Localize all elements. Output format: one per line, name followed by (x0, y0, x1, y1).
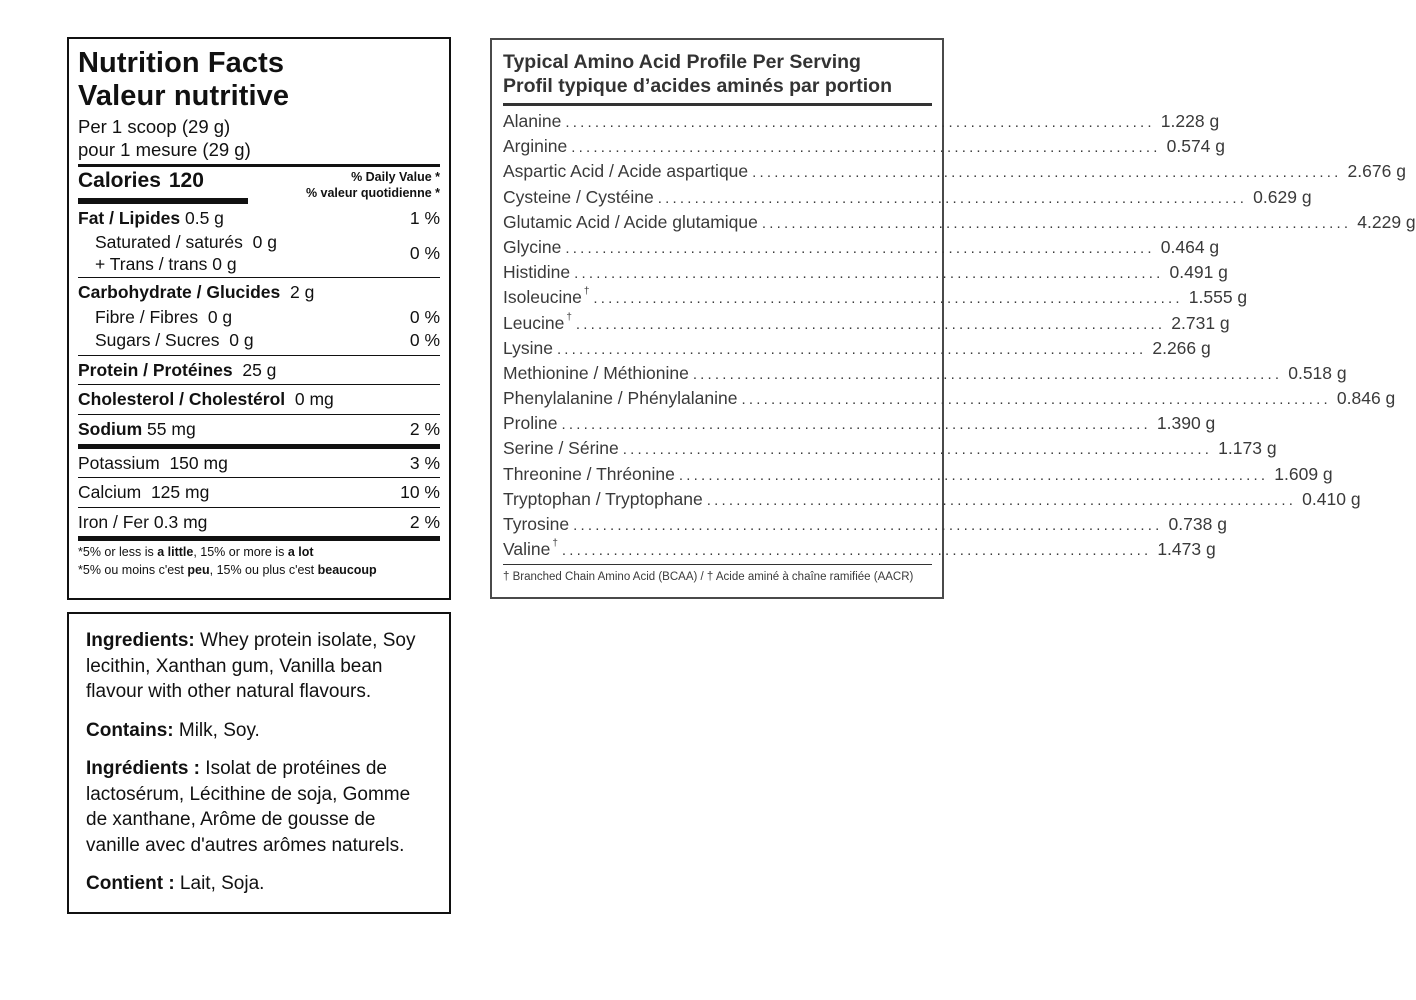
leader-dots: ................................................................................ (565, 114, 1155, 131)
amino-acid-row (503, 462, 1333, 487)
amino-acid-value: 1.555 g (1188, 287, 1248, 308)
leader-dots: ................................................................................ (575, 315, 1166, 333)
sugars-row (78, 328, 440, 352)
fibre-pct: 0 % (409, 306, 440, 327)
amino-acid-name (503, 336, 553, 361)
calcium-row (78, 478, 440, 507)
amino-acid-row (503, 336, 1211, 361)
amino-acid-name (503, 537, 558, 562)
sodium-pct: 2 % (409, 419, 440, 439)
leader-dots: ................................................................................ (741, 391, 1331, 409)
leader-dots: ................................................................................ (657, 189, 1248, 207)
fat-label: Fat / Lipides (78, 208, 181, 228)
amino-acid-name-text: Valine (503, 539, 551, 560)
carbohydrate-row (78, 278, 440, 306)
contains-en-text: Milk, Soy. (173, 719, 260, 741)
protein-row (78, 356, 440, 384)
amino-acid-value: 0.410 g (1302, 488, 1361, 509)
amino-acid-name (503, 235, 561, 260)
amino-acid-value: 1.228 g (1160, 111, 1220, 131)
amino-acid-row (503, 436, 1277, 461)
amino-acid-name (503, 411, 557, 436)
amino-acid-name-text: Histidine (503, 262, 571, 283)
sodium-amount: 55 mg (147, 419, 196, 439)
ingredients-en-label: Ingredients: (86, 630, 195, 651)
amino-acid-name-text: Alanine (503, 111, 562, 131)
ingredients-en-text: Whey protein isolate, Soy lecithin, Xanthan gum, Vanilla bean flavour with other natural flavours. (86, 630, 416, 702)
footnote-fr-text: , 15% ou plus c'est (209, 563, 318, 577)
bcaa-mark: † (552, 538, 558, 550)
daily-value-header (306, 169, 440, 201)
amino-acid-value: 0.574 g (1166, 136, 1226, 157)
amino-acid-name (503, 159, 748, 184)
amino-acid-value: 0.491 g (1169, 262, 1228, 283)
ingredients-fr-label: Ingrédients : (86, 758, 201, 779)
daily-value-header-fr: % valeur quotidienne * (305, 186, 440, 200)
amino-acid-name-text: Leucine (503, 312, 565, 333)
leader-dots: ................................................................................ (574, 265, 1164, 283)
leader-dots: ................................................................................ (561, 542, 1152, 560)
bcaa-mark: † (583, 286, 590, 298)
amino-acid-value: 0.738 g (1168, 514, 1227, 534)
amino-acid-profile-panel (490, 38, 1416, 599)
amino-acid-name (503, 512, 569, 537)
leader-dots: ................................................................................ (573, 517, 1163, 534)
calcium-label: Calcium (78, 482, 142, 502)
amino-acid-name-text: Arginine (503, 136, 568, 157)
iron-amount: 0.3 mg (153, 511, 208, 532)
amino-acid-value: 1.390 g (1156, 413, 1216, 434)
amino-acid-name-text: Glycine (503, 236, 562, 257)
sugars-pct: 0 % (409, 329, 440, 350)
leader-dots: ................................................................................ (561, 416, 1151, 434)
amino-acid-name-text: Glutamic Acid / Acide glutamique (503, 211, 758, 232)
leader-dots: ................................................................................ (593, 290, 1183, 308)
amino-acid-name (503, 386, 737, 411)
amino-acid-value: 2.266 g (1152, 337, 1211, 358)
amino-acid-row (503, 512, 1227, 537)
amino-acid-row (503, 210, 1416, 235)
footnote-fr-text: *5% ou moins c'est (78, 563, 188, 577)
amino-acid-name (503, 134, 567, 159)
daily-value-header-en: % Daily Value * (351, 170, 440, 184)
amino-acid-row (503, 411, 1216, 436)
fibre-row (78, 306, 440, 328)
fibre-label: Fibre / Fibres (95, 306, 199, 327)
calories (78, 169, 204, 193)
amino-acid-name-text: Threonine / Thréonine (503, 463, 675, 484)
footnote-en-text: , 15% or more is (193, 545, 288, 559)
footnote (78, 543, 440, 579)
amino-acid-row (503, 361, 1347, 386)
iron-pct: 2 % (409, 511, 440, 532)
amino-acid-value: 1.609 g (1274, 463, 1333, 484)
amino-acid-name-text: Cysteine / Cystéine (503, 186, 654, 207)
amino-acid-row (503, 386, 1396, 411)
bcaa-mark: † (566, 311, 572, 323)
amino-acid-name (503, 260, 570, 285)
amino-acid-value: 0.518 g (1288, 362, 1347, 383)
trans-label: + Trans / trans (95, 254, 208, 274)
amino-acid-name (503, 109, 561, 134)
contains-fr-label: Contient : (86, 873, 175, 894)
amino-acid-row (503, 109, 1220, 134)
footnote-fr-bold: peu (187, 563, 210, 577)
amino-acid-name-text: Tyrosine (503, 514, 570, 534)
amino-acid-row (503, 311, 1230, 336)
amino-acid-name-text: Methionine / Méthionine (503, 362, 689, 383)
amino-acid-value: 4.229 g (1357, 211, 1416, 232)
calories-label: Calories (78, 169, 161, 192)
potassium-row (78, 449, 440, 477)
ingredients-en (86, 628, 434, 705)
amino-acid-value: 0.846 g (1336, 388, 1396, 409)
trans-amount: 0 g (212, 254, 237, 274)
fat-pct: 1 % (409, 208, 440, 228)
amino-acid-value: 2.676 g (1347, 161, 1406, 182)
calories-value: 120 (168, 169, 204, 192)
divider-thick (78, 536, 440, 541)
amino-acid-name-text: Phenylalanine / Phénylalanine (503, 388, 738, 409)
amino-acid-name-text: Isoleucine (503, 287, 582, 308)
saturated-label: Saturated / saturés (95, 232, 243, 252)
serving-size-en: Per 1 scoop (29 g) (78, 116, 231, 137)
amino-acid-row (503, 185, 1312, 210)
nutrition-title-en: Nutrition Facts (78, 47, 285, 79)
amino-acid-name (503, 311, 572, 336)
amino-acid-name-text: Aspartic Acid / Acide aspartique (503, 161, 749, 182)
leader-dots: ................................................................................ (692, 365, 1283, 383)
leader-dots: ................................................................................ (761, 214, 1352, 232)
footnote-fr (78, 561, 440, 579)
potassium-pct: 3 % (409, 452, 440, 473)
footnote-fr-bold: beaucoup (317, 563, 377, 577)
cholesterol-row (78, 385, 440, 414)
fibre-amount: 0 g (207, 306, 233, 327)
amino-acid-name-text: Serine / Sérine (503, 438, 619, 459)
calories-row (78, 167, 440, 198)
contains-en-label: Contains: (86, 719, 174, 741)
sugars-label: Sugars / Sucres (95, 329, 220, 350)
carbohydrate-label: Carbohydrate / Glucides (78, 281, 281, 302)
amino-acid-row (503, 285, 1248, 310)
amino-acid-row (503, 537, 1216, 562)
nutrition-title-fr: Valeur nutritive (78, 80, 290, 112)
amino-acid-row (503, 134, 1226, 159)
amino-acid-value: 0.629 g (1253, 186, 1312, 207)
divider (503, 564, 932, 565)
amino-acid-value: 1.173 g (1218, 438, 1277, 459)
leader-dots: ................................................................................ (565, 239, 1155, 257)
fat-amount: 0.5 g (184, 208, 224, 228)
amino-acid-row (503, 235, 1220, 260)
protein-label: Protein / Protéines (78, 359, 233, 380)
ingredients-panel (67, 612, 451, 914)
iron-row (78, 508, 440, 536)
sugars-amount: 0 g (229, 329, 254, 350)
amino-acid-name (503, 210, 758, 235)
amino-acid-name (503, 487, 703, 512)
amino-acid-row (503, 487, 1361, 512)
sat-trans-pct: 0 % (409, 242, 440, 263)
potassium-label: Potassium (78, 452, 160, 473)
divider (503, 103, 932, 106)
amino-acid-value: 2.731 g (1171, 312, 1230, 333)
carbohydrate-amount: 2 g (290, 281, 315, 302)
amino-title-fr: Profil typique d’acides aminés par portion (503, 75, 892, 97)
amino-acid-value: 1.473 g (1157, 539, 1216, 560)
contains-fr (86, 871, 434, 897)
calcium-amount: 125 mg (150, 482, 210, 502)
cholesterol-label: Cholesterol / Cholestérol (78, 389, 286, 409)
leader-dots: ................................................................................ (706, 491, 1297, 509)
leader-dots: ................................................................................ (571, 139, 1161, 157)
amino-acid-value: 0.464 g (1160, 236, 1220, 257)
amino-acid-name-text: Lysine (503, 337, 553, 358)
amino-acid-name-text: Proline (503, 413, 558, 434)
amino-acid-name-text: Tryptophan / Tryptophane (503, 488, 703, 509)
ingredients-fr (86, 756, 434, 858)
footnote-en (78, 543, 440, 561)
amino-title-en: Typical Amino Acid Profile Per Serving (503, 51, 861, 73)
amino-acid-row (503, 159, 1406, 184)
iron-label: Iron / Fer (78, 511, 149, 532)
leader-dots: ................................................................................ (752, 164, 1342, 182)
footnote-en-text: *5% or less is (78, 545, 158, 559)
serving-size-fr: pour 1 mesure (29 g) (78, 139, 251, 160)
ingredients-fr-text: Isolat de protéines de lactosérum, Lécithine de soja, Gomme de xanthane, Arôme de gousse de vanille avec d'autres arômes naturels. (86, 758, 411, 856)
sodium-row (78, 415, 440, 444)
bcaa-footnote: † Branched Chain Amino Acid (BCAA) / † Acide aminé à chaîne ramifiée (AACR) (503, 571, 914, 584)
amino-acid-list (503, 109, 1416, 562)
amino-acid-name (503, 361, 689, 386)
sat-trans-row (78, 229, 440, 277)
contains-fr-text: Lait, Soja. (174, 873, 265, 894)
amino-acid-name (503, 185, 654, 210)
leader-dots: ................................................................................ (622, 441, 1213, 459)
contains-en (86, 718, 434, 744)
footnote-en-bold: a little (157, 545, 194, 559)
sodium-label: Sodium (78, 419, 143, 439)
leader-dots: ................................................................................ (556, 340, 1147, 358)
amino-acid-row (503, 260, 1228, 285)
footnote-en-bold: a lot (287, 545, 314, 559)
amino-acid-name (503, 436, 619, 461)
leader-dots: ................................................................................ (678, 466, 1269, 484)
amino-acid-name (503, 285, 589, 310)
calcium-pct: 10 % (400, 482, 440, 502)
potassium-amount: 150 mg (169, 452, 228, 473)
amino-acid-name (503, 462, 675, 487)
cholesterol-amount: 0 mg (294, 389, 334, 409)
nutrition-facts-panel (67, 37, 451, 600)
saturated-amount: 0 g (252, 232, 277, 252)
protein-amount: 25 g (242, 359, 277, 380)
